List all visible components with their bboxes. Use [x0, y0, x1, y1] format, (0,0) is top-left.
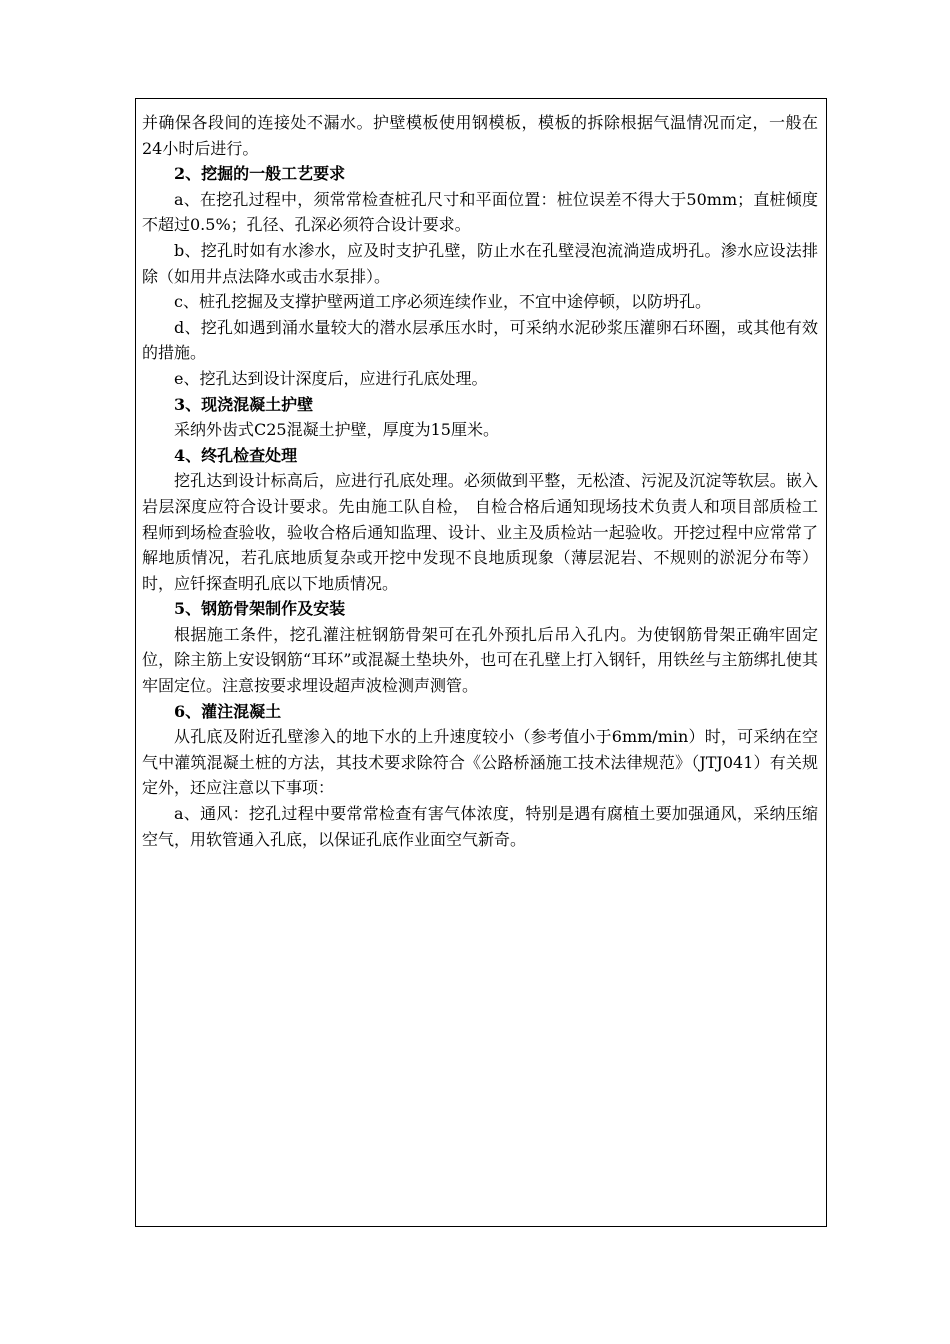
paragraph-2d: d、挖孔如遇到涌水量较大的潜水层承压水时，可采纳水泥砂浆压灌卵石环圈，或其他有效的措施。 — [142, 317, 818, 363]
section-heading-4: 4、终孔检查处理 — [174, 445, 298, 465]
paragraph-2c: c、桩孔挖掘及支撑护壁两道工序必须连续作业，不宜中途停顿，以防坍孔。 — [174, 292, 711, 312]
paragraph-2e: e、挖孔达到设计深度后，应进行孔底处理。 — [174, 368, 488, 388]
paragraph-2a: a、在挖孔过程中，须常常检查桩孔尺寸和平面位置：桩位误差不得大于50mm；直桩倾度不超过0.5%；孔径、孔深必须符合设计要求。 — [142, 189, 818, 235]
section-heading-2: 2、挖掘的一般工艺要求 — [174, 164, 346, 184]
paragraph-6a: a、通风：挖孔过程中要常常检查有害气体浓度，特别是遇有腐植土要加强通风，采纳压缩空气，用软管通入孔底，以保证孔底作业面空气新奇。 — [142, 804, 818, 849]
section-heading-6: 6、灌注混凝土 — [174, 701, 282, 721]
paragraph-2b: b、挖孔时如有水渗水，应及时支护孔壁，防止水在孔壁浸泡流淌造成坍孔。渗水应设法排除（如用井点法降水或击水泵排）。 — [142, 240, 818, 286]
paragraph-continuation: 并确保各段间的连接处不漏水。护壁模板使用钢模板，模板的拆除根据气温情况而定，一般在24小时后进行。 — [142, 113, 818, 158]
section-heading-5: 5、钢筋骨架制作及安装 — [174, 599, 346, 619]
document-body — [142, 110, 818, 852]
paragraph-3: 采纳外齿式C25混凝土护壁，厚度为15厘米。 — [174, 420, 499, 440]
section-heading-3: 3、现浇混凝土护壁 — [174, 394, 314, 414]
paragraph-5: 根据施工条件，挖孔灌注桩钢筋骨架可在孔外预扎后吊入孔内。为使钢筋骨架正确牢固定位，除主筋上安设钢筋“耳环”或混凝土垫块外，也可在孔壁上打入钢钎，用铁丝与主筋绑扎使其牢固定位。注意按要求埋设超声波检测声测管。 — [142, 624, 818, 696]
paragraph-4: 挖孔达到设计标高后，应进行孔底处理。必须做到平整，无松渣、污泥及沉淀等软层。嵌入岩层深度应符合设计要求。先由施工队自检， 自检合格后通知现场技术负责人和项目部质检工程师到场检查验收，验收合格后通知监理、设计、业主及质检站一起验收。开挖过程中应常常了解地质情况，若孔底地质复杂或开挖中发现不良地质现象（薄层泥岩、不规则的淤泥分布等）时，应钎探查明孔底以下地质情况。 — [142, 471, 818, 593]
paragraph-6: 从孔底及附近孔壁渗入的地下水的上升速度较小（参考值小于6mm/min）时，可采纳在空气中灌筑混凝土桩的方法，其技术要求除符合《公路桥涵施工技术法律规范》（JTJ041）有关规定外，还应注意以下事项： — [142, 727, 818, 798]
